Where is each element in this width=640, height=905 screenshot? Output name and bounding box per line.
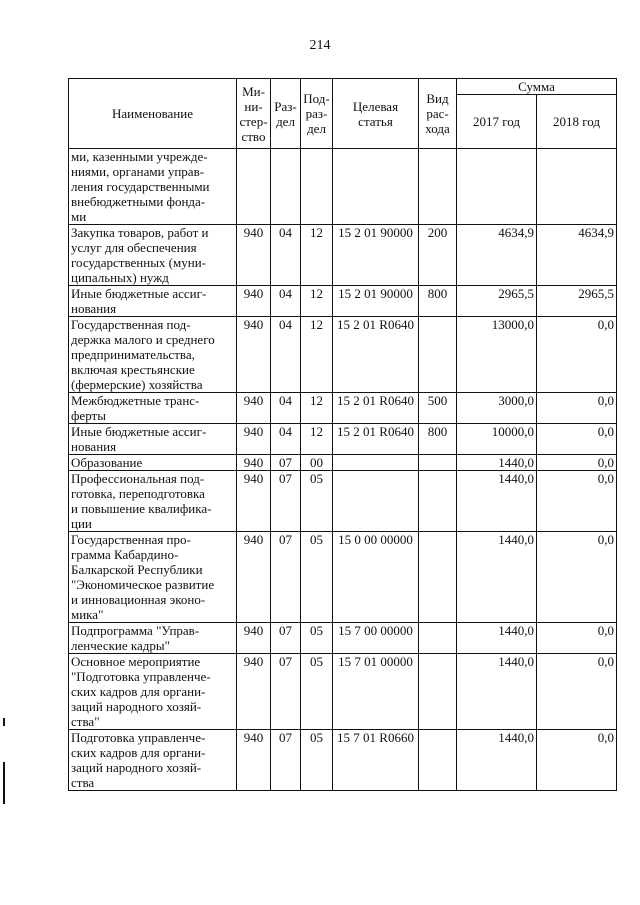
- cell-section: 07: [271, 471, 301, 532]
- cell-sum-2018: 0,0: [537, 393, 617, 424]
- cell-expense-type: [419, 654, 457, 730]
- cell-section: 07: [271, 730, 301, 791]
- cell-sum-2017: 10000,0: [457, 424, 537, 455]
- cell-subsection: 00: [301, 455, 333, 471]
- cell-sum-2018: [537, 149, 617, 225]
- cell-expense-type: 800: [419, 286, 457, 317]
- margin-mark: [3, 762, 5, 804]
- cell-name: Государственная про- грамма Кабардино- Балкарской Республики "Экономическое развитие и инновационная эконо- мика": [69, 532, 237, 623]
- header-name: Наименование: [69, 79, 237, 149]
- cell-section: 07: [271, 654, 301, 730]
- cell-name: Государственная под- держка малого и среднего предпринимательства, включая крестьянские (фермерские) хозяйства: [69, 317, 237, 393]
- cell-sum-2017: 4634,9: [457, 225, 537, 286]
- cell-ministry: 940: [237, 393, 271, 424]
- cell-sum-2018: 0,0: [537, 455, 617, 471]
- cell-subsection: 05: [301, 532, 333, 623]
- cell-expense-type: [419, 455, 457, 471]
- table-row: [69, 471, 617, 532]
- cell-section: 04: [271, 424, 301, 455]
- table-row: [69, 532, 617, 623]
- cell-expense-type: [419, 623, 457, 654]
- cell-name: Подготовка управленче- ских кадров для органи- заций народного хозяй- ства: [69, 730, 237, 791]
- table-row: [69, 317, 617, 393]
- cell-target: 15 2 01 R0640: [333, 317, 419, 393]
- cell-sum-2018: 0,0: [537, 623, 617, 654]
- cell-target: [333, 455, 419, 471]
- table-header: [69, 79, 617, 149]
- cell-sum-2017: 1440,0: [457, 654, 537, 730]
- cell-name: Основное мероприятие "Подготовка управленче- ских кадров для органи- заций народного хозяй- ства": [69, 654, 237, 730]
- table-row: [69, 730, 617, 791]
- table-row: [69, 393, 617, 424]
- cell-sum-2017: 13000,0: [457, 317, 537, 393]
- cell-subsection: 05: [301, 623, 333, 654]
- cell-ministry: 940: [237, 471, 271, 532]
- cell-name: Подпрограмма "Управ- ленческие кадры": [69, 623, 237, 654]
- cell-ministry: 940: [237, 730, 271, 791]
- cell-sum-2017: [457, 149, 537, 225]
- cell-subsection: 05: [301, 730, 333, 791]
- cell-subsection: 12: [301, 424, 333, 455]
- cell-sum-2018: 0,0: [537, 730, 617, 791]
- cell-expense-type: 800: [419, 424, 457, 455]
- cell-name: Иные бюджетные ассиг- нования: [69, 424, 237, 455]
- cell-expense-type: [419, 471, 457, 532]
- cell-subsection: 12: [301, 225, 333, 286]
- cell-ministry: 940: [237, 225, 271, 286]
- cell-subsection: 05: [301, 471, 333, 532]
- cell-name: Межбюджетные транс- ферты: [69, 393, 237, 424]
- cell-name: Образование: [69, 455, 237, 471]
- cell-sum-2018: 0,0: [537, 532, 617, 623]
- cell-sum-2018: 0,0: [537, 424, 617, 455]
- table-row: [69, 225, 617, 286]
- cell-sum-2017: 1440,0: [457, 730, 537, 791]
- cell-section: 07: [271, 532, 301, 623]
- table-row: [69, 654, 617, 730]
- table-row: [69, 424, 617, 455]
- cell-sum-2017: 1440,0: [457, 455, 537, 471]
- cell-sum-2018: 0,0: [537, 654, 617, 730]
- header-expense-type: Вид рас- хода: [419, 79, 457, 149]
- cell-target: 15 2 01 90000: [333, 286, 419, 317]
- cell-ministry: 940: [237, 424, 271, 455]
- table-row: [69, 455, 617, 471]
- header-ministry: Ми- ни- стер- ство: [237, 79, 271, 149]
- table-row: [69, 149, 617, 225]
- cell-target: 15 7 01 00000: [333, 654, 419, 730]
- cell-target: 15 7 01 R0660: [333, 730, 419, 791]
- cell-subsection: 12: [301, 393, 333, 424]
- table-body: [69, 149, 617, 791]
- cell-sum-2017: 2965,5: [457, 286, 537, 317]
- header-target: Целевая статья: [333, 79, 419, 149]
- cell-subsection: 12: [301, 317, 333, 393]
- cell-ministry: 940: [237, 455, 271, 471]
- table-row: [69, 286, 617, 317]
- cell-target: 15 2 01 90000: [333, 225, 419, 286]
- cell-name: Закупка товаров, работ и услуг для обеспечения государственных (муни- ципальных) нужд: [69, 225, 237, 286]
- cell-expense-type: [419, 730, 457, 791]
- cell-section: 04: [271, 225, 301, 286]
- cell-subsection: 05: [301, 654, 333, 730]
- cell-expense-type: [419, 149, 457, 225]
- cell-expense-type: 500: [419, 393, 457, 424]
- cell-sum-2017: 3000,0: [457, 393, 537, 424]
- cell-section: 04: [271, 286, 301, 317]
- header-year-2017: 2017 год: [457, 95, 537, 149]
- margin-mark: [3, 718, 5, 726]
- cell-sum-2018: 0,0: [537, 471, 617, 532]
- cell-section: [271, 149, 301, 225]
- header-section: Раз- дел: [271, 79, 301, 149]
- cell-section: 04: [271, 317, 301, 393]
- cell-sum-2018: 4634,9: [537, 225, 617, 286]
- cell-ministry: 940: [237, 317, 271, 393]
- page-number: 214: [309, 38, 331, 53]
- cell-expense-type: [419, 317, 457, 393]
- cell-target: [333, 149, 419, 225]
- cell-expense-type: [419, 532, 457, 623]
- cell-target: [333, 471, 419, 532]
- cell-ministry: 940: [237, 654, 271, 730]
- cell-ministry: [237, 149, 271, 225]
- cell-sum-2017: 1440,0: [457, 471, 537, 532]
- table-row: [69, 623, 617, 654]
- cell-target: 15 7 00 00000: [333, 623, 419, 654]
- cell-name: Иные бюджетные ассиг- нования: [69, 286, 237, 317]
- cell-subsection: 12: [301, 286, 333, 317]
- cell-name: ми, казенными учрежде- ниями, органами управ- ления государственными внебюджетными фонда- ми: [69, 149, 237, 225]
- cell-name: Профессиональная под- готовка, переподготовка и повышение квалифика- ции: [69, 471, 237, 532]
- cell-sum-2017: 1440,0: [457, 532, 537, 623]
- cell-sum-2018: 0,0: [537, 317, 617, 393]
- cell-sum-2017: 1440,0: [457, 623, 537, 654]
- cell-subsection: [301, 149, 333, 225]
- cell-ministry: 940: [237, 286, 271, 317]
- cell-ministry: 940: [237, 532, 271, 623]
- cell-section: 07: [271, 623, 301, 654]
- cell-expense-type: 200: [419, 225, 457, 286]
- cell-section: 04: [271, 393, 301, 424]
- cell-target: 15 2 01 R0640: [333, 393, 419, 424]
- cell-ministry: 940: [237, 623, 271, 654]
- budget-table: [68, 78, 617, 791]
- cell-section: 07: [271, 455, 301, 471]
- header-subsection: Под- раз- дел: [301, 79, 333, 149]
- cell-sum-2018: 2965,5: [537, 286, 617, 317]
- header-sum: Сумма: [457, 79, 617, 95]
- cell-target: 15 2 01 R0640: [333, 424, 419, 455]
- cell-target: 15 0 00 00000: [333, 532, 419, 623]
- header-year-2018: 2018 год: [537, 95, 617, 149]
